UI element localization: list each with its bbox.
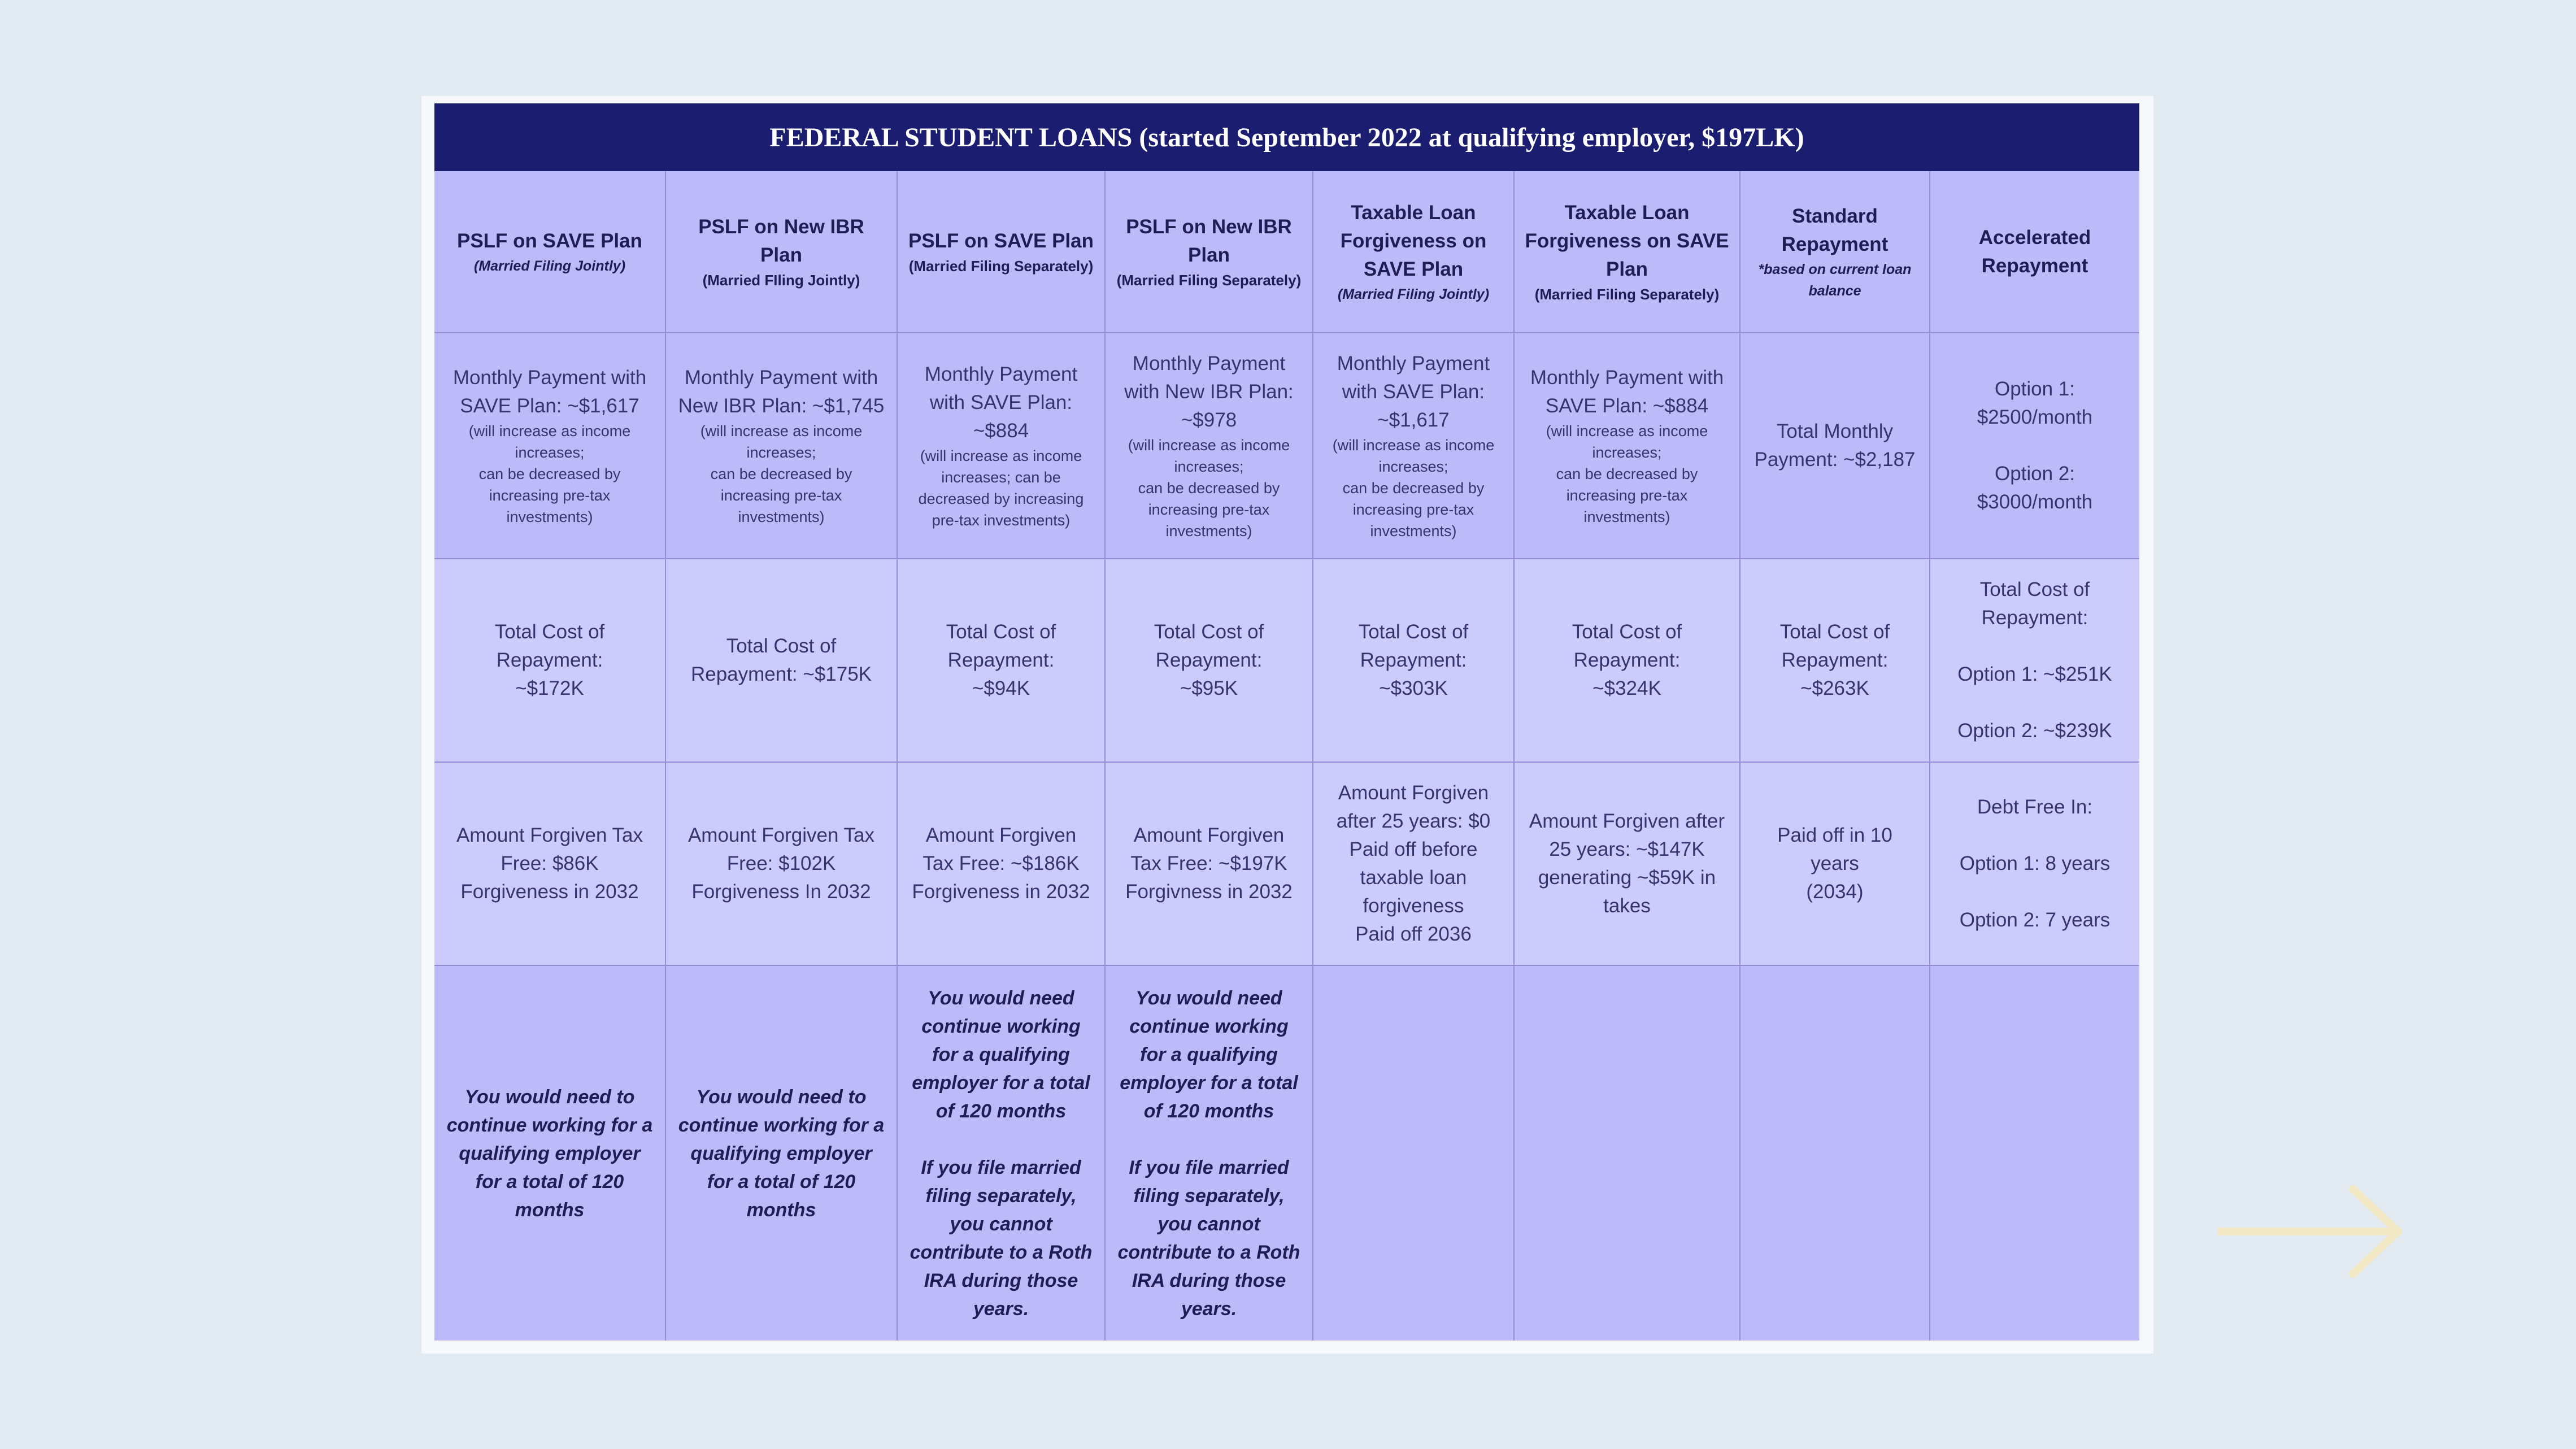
header-name: PSLF on New IBR Plan (1126, 215, 1292, 266)
total-cost-text: Total Cost of Repayment: ~$94K (946, 621, 1056, 699)
forgiven-cell (1515, 763, 1740, 966)
header-cell-pslf-save-mfj (434, 171, 666, 333)
monthly-note: (will increase as income increases; can be decreased by increasing pre-tax investments) (1332, 437, 1495, 539)
header-sub: (Married FIling Jointly) (702, 271, 860, 289)
header-name: PSLF on SAVE Plan (456, 229, 642, 252)
forgiven-cell (898, 763, 1106, 966)
header-name: Standard Repayment (1781, 204, 1889, 255)
total-cost-cell (666, 559, 898, 763)
header-cell-taxable-save-mfs (1515, 171, 1740, 333)
monthly-main: Monthly Payment with SAVE Plan: ~$1,617 (452, 367, 647, 417)
forgiven-cell (1740, 763, 1930, 966)
total-cost-text: Total Cost of Repayment: ~$303K (1358, 621, 1469, 699)
monthly-main: Monthly Payment with SAVE Plan: ~$884 (1530, 367, 1724, 417)
notes-cell (1930, 966, 2139, 1341)
total-cost-text: Total Cost of Repayment: ~$175K (690, 635, 872, 685)
total-cost-cell (434, 559, 666, 763)
monthly-cell (898, 333, 1106, 559)
header-name: Taxable Loan Forgiveness on SAVE Plan (1525, 201, 1729, 280)
monthly-note: (will increase as income increases; can be decreased by increasing pre-tax investments) (700, 423, 863, 525)
header-cell-pslf-ibr-mfs (1106, 171, 1313, 333)
header-sub: *based on current loan balance (1758, 261, 1912, 299)
forgiven-cell (434, 763, 666, 966)
total-cost-cell (898, 559, 1106, 763)
notes-cell (1313, 966, 1515, 1341)
header-cell-standard (1740, 171, 1930, 333)
notes-cell (1106, 966, 1313, 1341)
monthly-cell (1740, 333, 1930, 559)
total-cost-cell (1313, 559, 1515, 763)
notes-cell (898, 966, 1106, 1341)
header-sub: (Married Filing Jointly) (1337, 286, 1490, 302)
header-sub: (Married Filing Separately) (908, 257, 1094, 275)
notes-text: You would need to continue working for a qualifying employer for a total of 120 months (678, 1086, 885, 1221)
forgiven-text: Amount Forgiven Tax Free: ~$197K Forgivness in 2032 (1125, 824, 1293, 903)
notes-cell (434, 966, 666, 1341)
monthly-cell (1930, 333, 2139, 559)
forgiven-text: Amount Forgiven Tax Free: $86K Forgiveness in 2032 (456, 824, 643, 903)
header-sub: (Married Filing Separately) (1116, 271, 1302, 289)
monthly-main: Monthly Payment with SAVE Plan: ~$884 (924, 363, 1078, 442)
total-cost-text: Total Cost of Repayment: Option 1: ~$251K Option 2: ~$239K (1957, 578, 2112, 742)
notes-cell (1515, 966, 1740, 1341)
monthly-main: Monthly Payment with New IBR Plan: ~$1,745 (678, 367, 885, 417)
loan-comparison-table (434, 103, 2139, 1341)
total-cost-text: Total Cost of Repayment: ~$172K (494, 621, 605, 699)
total-cost-cell (1515, 559, 1740, 763)
notes-cell (666, 966, 898, 1341)
monthly-main: Total Monthly Payment: ~$2,187 (1754, 420, 1916, 471)
header-name: PSLF on New IBR Plan (698, 215, 864, 266)
header-cell-accelerated (1930, 171, 2139, 333)
forgiven-text: Paid off in 10 years (2034) (1777, 824, 1892, 903)
total-cost-cell (1740, 559, 1930, 763)
total-cost-cell (1106, 559, 1313, 763)
monthly-main: Monthly Payment with New IBR Plan: ~$978 (1124, 353, 1294, 431)
forgiven-text: Amount Forgiven after 25 years: ~$147K generating ~$59K in takes (1529, 810, 1725, 917)
monthly-cell (1313, 333, 1515, 559)
total-cost-text: Total Cost of Repayment: ~$263K (1779, 621, 1890, 699)
header-cell-pslf-save-mfs (898, 171, 1106, 333)
monthly-note: (will increase as income increases; can be decreased by increasing pre-tax investments) (918, 447, 1084, 529)
forgiven-cell (1930, 763, 2139, 966)
notes-text: You would need continue working for a qualifying employer for a total of 120 months If you file married filing separately, you cannot contribute to a Roth IRA during those years. (910, 987, 1093, 1320)
monthly-cell (434, 333, 666, 559)
forgiven-text: Debt Free In: Option 1: 8 years Option 2: 7 years (1959, 796, 2111, 931)
monthly-note: (will increase as income increases; can be decreased by increasing pre-tax investments) (468, 423, 631, 525)
table-title: FEDERAL STUDENT LOANS (started September 2022 at qualifying employer, $197LK) (434, 103, 2139, 171)
forgiven-text: Amount Forgiven Tax Free: $102K Forgiveness In 2032 (687, 824, 875, 903)
forgiven-cell (666, 763, 898, 966)
arrow-right-icon[interactable] (2217, 1181, 2409, 1282)
monthly-cell (666, 333, 898, 559)
forgiven-cell (1313, 763, 1515, 966)
monthly-note: (will increase as income increases; can be decreased by increasing pre-tax investments) (1546, 423, 1708, 525)
notes-text: You would need continue working for a qualifying employer for a total of 120 months If you file married filing separately, you cannot contribute to a Roth IRA during those years. (1117, 987, 1300, 1320)
header-sub: (Married Filing Separately) (1534, 285, 1720, 303)
notes-text: You would need to continue working for a qualifying employer for a total of 120 months (446, 1086, 653, 1221)
header-name: Taxable Loan Forgiveness on SAVE Plan (1340, 201, 1487, 280)
total-cost-cell (1930, 559, 2139, 763)
total-cost-text: Total Cost of Repayment: ~$95K (1154, 621, 1264, 699)
monthly-main: Option 1: $2500/month Option 2: $3000/month (1977, 378, 2093, 513)
monthly-note: (will increase as income increases; can be decreased by increasing pre-tax investments) (1128, 437, 1290, 539)
total-cost-text: Total Cost of Repayment: ~$324K (1572, 621, 1682, 699)
monthly-cell (1515, 333, 1740, 559)
header-name: Accelerated Repayment (1978, 226, 2091, 277)
forgiven-text: Amount Forgiven after 25 years: $0 Paid off before taxable loan forgiveness Paid off 2036 (1336, 782, 1491, 945)
notes-cell (1740, 966, 1930, 1341)
monthly-cell (1106, 333, 1313, 559)
header-cell-pslf-ibr-mfj (666, 171, 898, 333)
monthly-main: Monthly Payment with SAVE Plan: ~$1,617 (1337, 353, 1490, 431)
forgiven-cell (1106, 763, 1313, 966)
header-cell-taxable-save-mfj (1313, 171, 1515, 333)
header-name: PSLF on SAVE Plan (908, 229, 1094, 252)
header-sub: (Married Filing Jointly) (473, 258, 626, 274)
forgiven-text: Amount Forgiven Tax Free: ~$186K Forgiveness in 2032 (912, 824, 1090, 903)
